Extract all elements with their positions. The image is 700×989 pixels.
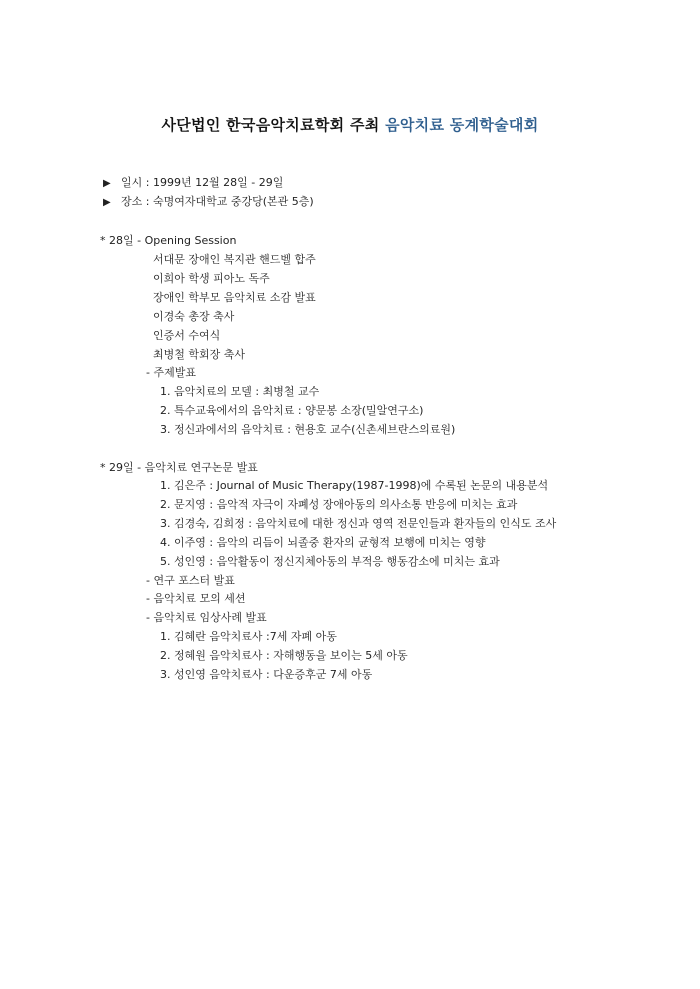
day1-item: 서대문 장애인 복지관 핸드벨 합주 [153, 253, 316, 266]
page-title [0, 114, 700, 135]
day1-talk: 3. 정신과에서의 음악치료 : 현용호 교수(신촌세브란스의료원) [160, 423, 456, 436]
day2-paper: 5. 성인영 : 음악활동이 정신지체아동의 부적응 행동감소에 미치는 효과 [160, 555, 500, 568]
day1-talk: 1. 음악치료의 모델 : 최병철 교수 [160, 385, 320, 398]
day2-paper: 4. 이주영 : 음악의 리듬이 뇌졸중 환자의 균형적 보행에 미치는 영향 [160, 536, 486, 549]
day2-case: 1. 김혜란 음악치료사 :7세 자폐 아동 [160, 630, 337, 643]
info-date [103, 176, 283, 191]
day1-item: 최병철 학회장 축사 [153, 348, 246, 361]
day2-mock-session: - 음악치료 모의 세션 [146, 592, 246, 605]
triangle-bullet-icon: ▶ [103, 178, 111, 189]
info-venue-text: 장소 : 숙명여자대학교 중강당(본관 5층) [121, 195, 314, 208]
day1-header: * 28일 - Opening Session [100, 234, 237, 247]
day2-case: 2. 정혜원 음악치료사 : 자해행동을 보이는 5세 아동 [160, 649, 408, 662]
day2-clinical-header: - 음악치료 임상사례 발표 [146, 611, 267, 624]
day2-paper: 3. 김경숙, 김희정 : 음악치료에 대한 정신과 영역 전문인들과 환자들의 인식도 조사 [160, 517, 557, 530]
day1-item: 이경숙 총장 축사 [153, 310, 235, 323]
info-date-text: 일시 : 1999년 12월 28일 - 29일 [121, 176, 284, 189]
day1-subheader: - 주제발표 [146, 366, 196, 379]
triangle-bullet-icon: ▶ [103, 197, 111, 208]
day1-item: 장애인 학부모 음악치료 소감 발표 [153, 291, 316, 304]
day2-header: * 29일 - 음악치료 연구논문 발표 [100, 461, 258, 474]
day2-case: 3. 성인영 음악치료사 : 다운증후군 7세 아동 [160, 668, 373, 681]
day2-paper: 2. 문지영 : 음악적 자극이 자폐성 장애아동의 의사소통 반응에 미치는 효과 [160, 498, 518, 511]
day1-item: 인증서 수여식 [153, 329, 221, 342]
title-prefix: 사단법인 한국음악치료학회 주최 [161, 116, 380, 134]
day2-poster: - 연구 포스터 발표 [146, 574, 235, 587]
day2-paper: 1. 김은주 : Journal of Music Therapy(1987-1998)에 수록된 논문의 내용분석 [160, 479, 549, 492]
day1-item: 이희아 학생 피아노 독주 [153, 272, 270, 285]
info-venue [103, 195, 314, 210]
day1-talk: 2. 특수교육에서의 음악치료 : 양문봉 소장(밀알연구소) [160, 404, 424, 417]
title-highlight: 음악치료 동계학술대회 [385, 116, 539, 134]
